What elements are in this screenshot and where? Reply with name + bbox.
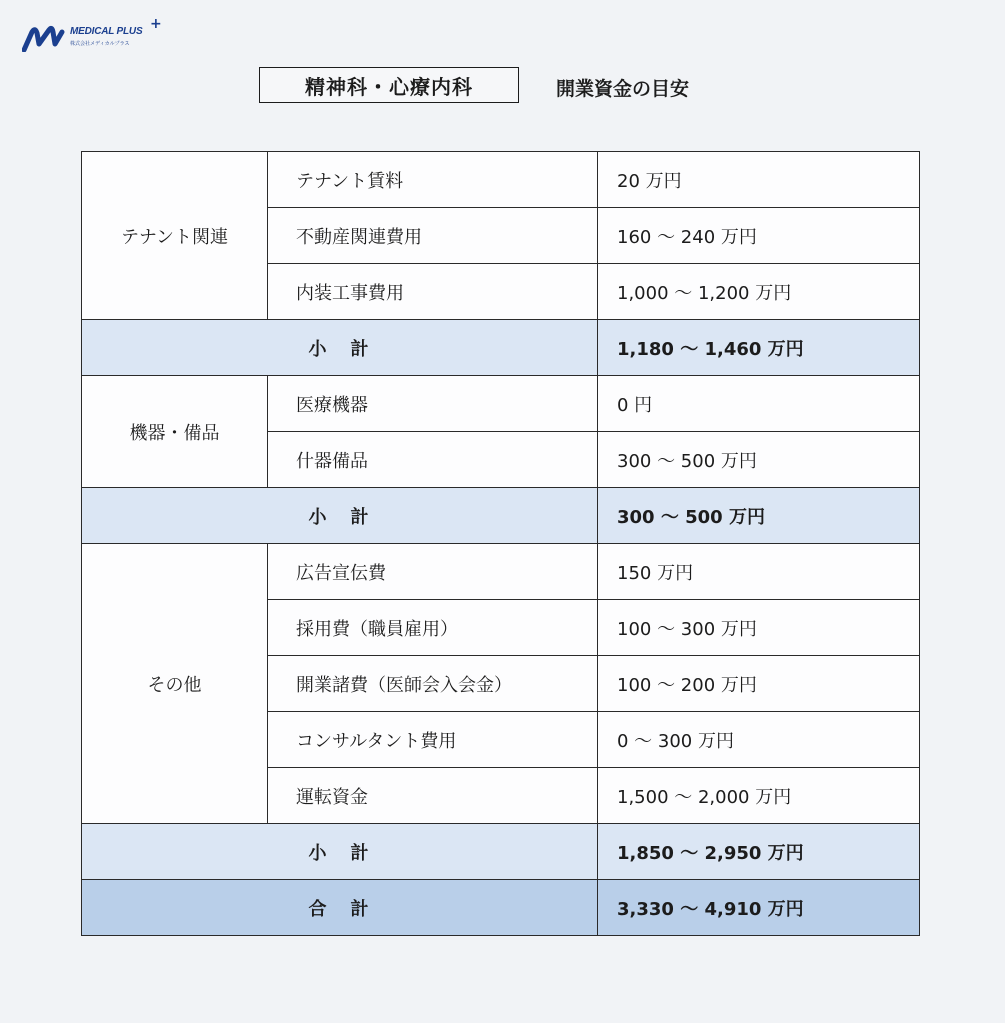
amount-cell: 100 〜 200 万円: [598, 656, 920, 712]
subtotal-label: 小 計: [82, 824, 598, 880]
startup-cost-table: [81, 151, 920, 936]
table-row: [82, 376, 920, 432]
amount-cell: 300 〜 500 万円: [598, 432, 920, 488]
item-cell: 開業諸費（医師会入会金）: [268, 656, 598, 712]
item-cell: 什器備品: [268, 432, 598, 488]
item-cell: 採用費（職員雇用）: [268, 600, 598, 656]
total-row: [82, 880, 920, 936]
table-row: [82, 544, 920, 600]
subtotal-label: 小 計: [82, 488, 598, 544]
amount-cell: 160 〜 240 万円: [598, 208, 920, 264]
amount-cell: 0 〜 300 万円: [598, 712, 920, 768]
total-label: 合 計: [82, 880, 598, 936]
amount-cell: 100 〜 300 万円: [598, 600, 920, 656]
medical-plus-logo-icon: [22, 24, 68, 52]
amount-cell: 20 万円: [598, 152, 920, 208]
logo-plus: +: [150, 16, 162, 32]
subtotal-label: 小 計: [82, 320, 598, 376]
company-logo: [22, 16, 162, 56]
subtotal-row: [82, 320, 920, 376]
item-cell: コンサルタント費用: [268, 712, 598, 768]
item-cell: 広告宣伝費: [268, 544, 598, 600]
item-cell: 医療機器: [268, 376, 598, 432]
item-cell: テナント賃料: [268, 152, 598, 208]
category-cell: テナント関連: [82, 152, 268, 320]
amount-cell: 1,500 〜 2,000 万円: [598, 768, 920, 824]
item-cell: 不動産関連費用: [268, 208, 598, 264]
page-subtitle: 開業資金の目安: [556, 78, 690, 100]
item-cell: 内装工事費用: [268, 264, 598, 320]
total-amount: 3,330 〜 4,910 万円: [598, 880, 920, 936]
table-row: [82, 152, 920, 208]
subtotal-row: [82, 488, 920, 544]
subtotal-amount: 1,850 〜 2,950 万円: [598, 824, 920, 880]
item-cell: 運転資金: [268, 768, 598, 824]
amount-cell: 1,000 〜 1,200 万円: [598, 264, 920, 320]
category-cell: 機器・備品: [82, 376, 268, 488]
page-title: 精神科・心療内科: [259, 67, 519, 103]
amount-cell: 150 万円: [598, 544, 920, 600]
subtotal-row: [82, 824, 920, 880]
amount-cell: 0 円: [598, 376, 920, 432]
logo-name: MEDICAL PLUS: [70, 26, 143, 37]
subtotal-amount: 300 〜 500 万円: [598, 488, 920, 544]
subtotal-amount: 1,180 〜 1,460 万円: [598, 320, 920, 376]
category-cell: その他: [82, 544, 268, 824]
logo-subtitle: 株式会社メディカルプラス: [70, 41, 130, 47]
